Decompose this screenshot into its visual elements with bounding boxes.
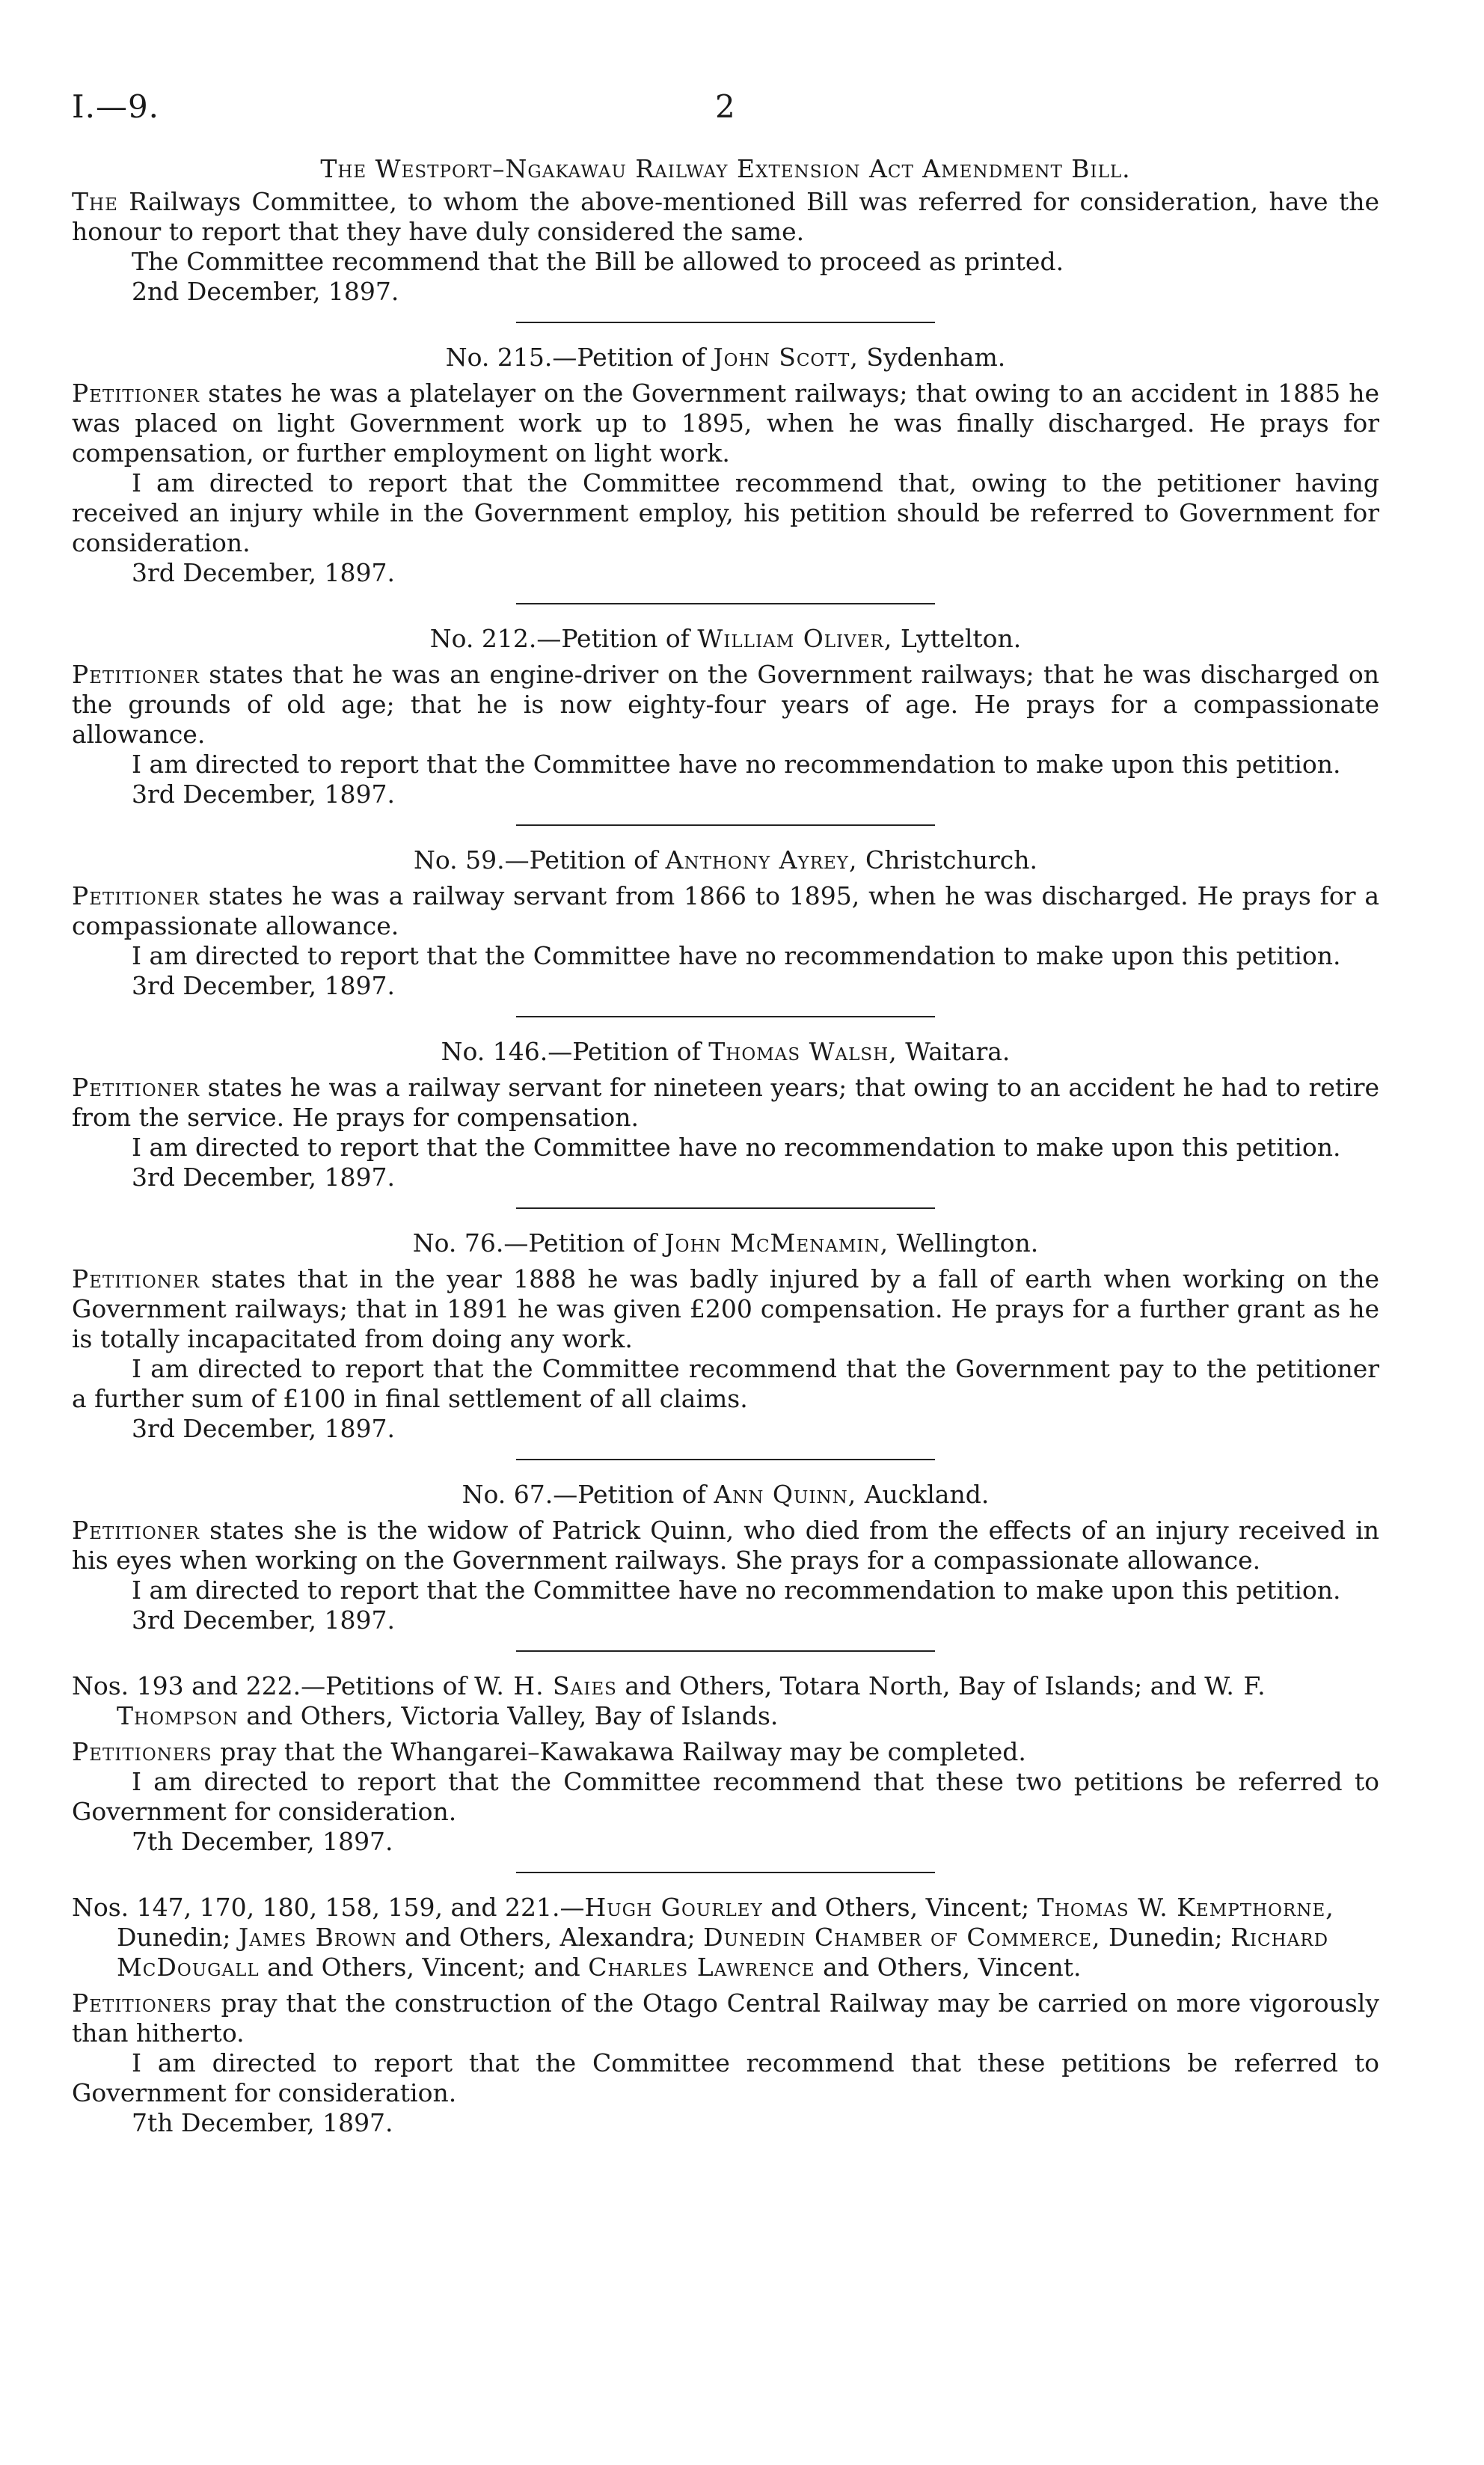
petitioner-place: Wellington. <box>896 1228 1039 1258</box>
petitioner-name: Ann Quinn, <box>714 1480 857 1509</box>
petition-block <box>72 1480 1379 1635</box>
section-divider <box>516 1650 935 1652</box>
petitioner-detail: and Others, Alexandra; <box>405 1923 696 1952</box>
petition-block <box>72 624 1379 809</box>
petitioner-name: John McMenamin, <box>664 1228 889 1258</box>
page-header <box>72 88 1412 133</box>
petition-statement-text: states that he was an engine-driver on the Government railways; that he was discharged on the grounds of old age; that he is now eighty-four years of age. He prays for a compassionate allowance. <box>72 660 1379 749</box>
petition-date: 3rd December, 1897. <box>132 780 395 809</box>
petition-report: I am directed to report that the Committee recommend that these two petitions be referred to Government for consideration. <box>72 1767 1379 1826</box>
petition-report: I am directed to report that the Committee have no recommendation to make upon this petition. <box>132 750 1341 779</box>
petition-block <box>72 845 1379 1001</box>
page-reference: I.—9. <box>72 88 160 125</box>
petitioner-detail: Dunedin; <box>1109 1923 1223 1952</box>
petitioner-detail: and Others, Vincent. <box>823 1953 1082 1982</box>
petition-number: No. 67.—Petition of <box>462 1480 706 1509</box>
petitioner-name: Charles Lawrence <box>588 1953 815 1982</box>
petitioner-detail: and Others, Vincent; and <box>267 1953 580 1982</box>
petition-heading <box>72 343 1379 373</box>
page-number: 2 <box>715 88 735 125</box>
petition-report: I am directed to report that the Committee have no recommendation to make upon this petition. <box>132 941 1341 970</box>
petition-number: No. 215.—Petition of <box>445 343 705 372</box>
petition-lead: Petitioner <box>72 660 200 689</box>
petition-lead: Petitioner <box>72 1073 200 1102</box>
petitioner-place: Lyttelton. <box>900 624 1022 653</box>
petition-numbers: Nos. 147, 170, 180, 158, 159, and 221.— <box>72 1893 585 1922</box>
petition-numbers: Nos. 193 and 222.—Petitions of <box>72 1671 467 1700</box>
petitioner-place: Auckland. <box>864 1480 990 1509</box>
petition-date: 3rd December, 1897. <box>132 971 395 1000</box>
petition-statement-text: pray that the Whangarei–Kawakawa Railway may be completed. <box>220 1737 1026 1766</box>
petition-statement <box>72 1988 1379 2048</box>
petition-statement <box>72 379 1379 468</box>
petitioner-name: W. F. Thompson <box>117 1671 1266 1730</box>
petitioner-place: Christchurch. <box>865 845 1038 875</box>
petitioner-name: W. H. Saies <box>474 1671 617 1700</box>
petition-heading <box>72 845 1379 875</box>
bill-title: The Westport–Ngakawau Railway Extension Act Amendment Bill. <box>320 154 1131 183</box>
petition-date: 3rd December, 1897. <box>132 1163 395 1192</box>
document-body <box>72 154 1379 2138</box>
petitioner-detail: and Others, Totara North, Bay of Islands; and <box>625 1671 1197 1700</box>
petition-heading <box>72 1228 1379 1258</box>
bill-date: 2nd December, 1897. <box>132 277 399 306</box>
section-divider <box>516 1459 935 1460</box>
petition-lead: Petitioner <box>72 379 200 408</box>
petition-number: No. 146.—Petition of <box>441 1037 701 1066</box>
petition-statement <box>72 881 1379 941</box>
petition-date: 7th December, 1897. <box>132 2108 393 2137</box>
petitioner-name: John Scott, <box>713 343 859 372</box>
multi-petition-heading <box>72 1893 1379 1982</box>
multi-petition-block <box>72 1671 1379 1857</box>
petition-statement-text: states she is the widow of Patrick Quinn, who died from the effects of an injury received in his eyes when working on the Government railways. She prays for a compassionate allowance. <box>72 1516 1379 1575</box>
petitioner-detail: and Others, Vincent; <box>770 1893 1030 1922</box>
petitioner-name: Hugh Gourley <box>584 1893 763 1922</box>
petitioner-detail: Dunedin; <box>117 1923 231 1952</box>
petition-lead: Petitioner <box>72 1264 200 1293</box>
bill-recommendation: The Committee recommend that the Bill be allowed to proceed as printed. <box>132 247 1064 276</box>
petition-report: I am directed to report that the Committee recommend that these petitions be referred to Government for consideration. <box>72 2048 1379 2107</box>
petitioner-place: Sydenham. <box>866 343 1006 372</box>
multi-petition-block <box>72 1893 1379 2138</box>
petition-report: I am directed to report that the Committee recommend that, owing to the petitioner having received an injury while in the Government employ, his petition should be referred to Government for consideration. <box>72 468 1379 557</box>
multi-petition-heading <box>72 1671 1379 1731</box>
petitioner-name: Thomas W. Kempthorne, <box>1037 1893 1334 1922</box>
petitioner-name: Thomas Walsh, <box>708 1037 898 1066</box>
petition-date: 3rd December, 1897. <box>132 1414 395 1443</box>
petition-statement-text: states that in the year 1888 he was badly injured by a fall of earth when working on the Government railways; that in 1891 he was given £200 compensation. He prays for a further grant as he is totally incapacitated from doing any work. <box>72 1264 1379 1353</box>
petition-statement <box>72 1737 1379 1767</box>
bill-lead: The <box>72 187 118 216</box>
section-divider <box>516 1016 935 1017</box>
petitioner-detail: and Others, Victoria Valley, Bay of Islands. <box>246 1701 779 1730</box>
petition-statement-text: states he was a platelayer on the Government railways; that owing to an accident in 1885 he was placed on light Government work up to 1895, when he was finally discharged. He prays for compensation, or further employment on light work. <box>72 379 1379 468</box>
petition-statement-text: states he was a railway servant for nineteen years; that owing to an accident he had to retire from the service. He prays for compensation. <box>72 1073 1379 1132</box>
petition-date: 7th December, 1897. <box>132 1827 393 1856</box>
petition-statement-text: pray that the construction of the Otago Central Railway may be carried on more vigorously than hitherto. <box>72 1988 1379 2048</box>
petition-heading <box>72 1037 1379 1067</box>
petitioner-name: William Oliver, <box>697 624 893 653</box>
petition-lead: Petitioners <box>72 1737 212 1766</box>
petition-number: No. 76.—Petition of <box>412 1228 657 1258</box>
petition-statement <box>72 1073 1379 1133</box>
petition-lead: Petitioner <box>72 881 200 910</box>
petitioner-name: Dunedin Chamber of Commerce, <box>703 1923 1101 1952</box>
petitioner-place: Waitara. <box>905 1037 1011 1066</box>
petition-number: No. 212.—Petition of <box>429 624 690 653</box>
petition-lead: Petitioners <box>72 1988 212 2018</box>
petition-statement <box>72 1264 1379 1354</box>
petition-date: 3rd December, 1897. <box>132 1605 395 1635</box>
petition-report: I am directed to report that the Committee have no recommendation to make upon this petition. <box>132 1576 1341 1605</box>
bill-report-text: Railways Committee, to whom the above-mentioned Bill was referred for consideration, have the honour to report that they have duly considered the same. <box>72 187 1379 246</box>
petitioner-name: Richard McDougall <box>117 1923 1329 1982</box>
section-divider <box>516 824 935 826</box>
petition-statement <box>72 1516 1379 1576</box>
petition-statement-text: states he was a railway servant from 1866 to 1895, when he was discharged. He prays for a compassionate allowance. <box>72 881 1379 940</box>
petition-heading <box>72 624 1379 654</box>
petition-report: I am directed to report that the Committee have no recommendation to make upon this petition. <box>132 1133 1341 1162</box>
petition-statement <box>72 660 1379 750</box>
section-divider <box>516 1872 935 1873</box>
bill-section <box>72 154 1379 307</box>
petition-block <box>72 343 1379 588</box>
petition-report: I am directed to report that the Committee recommend that the Government pay to the petitioner a further sum of £100 in final settlement of all claims. <box>72 1354 1379 1413</box>
section-divider <box>516 603 935 604</box>
petition-date: 3rd December, 1897. <box>132 558 395 587</box>
section-divider <box>516 1207 935 1209</box>
petition-number: No. 59.—Petition of <box>413 845 658 875</box>
petition-block <box>72 1037 1379 1192</box>
petitioner-name: Anthony Ayrey, <box>665 845 858 875</box>
petition-lead: Petitioner <box>72 1516 200 1545</box>
petition-block <box>72 1228 1379 1444</box>
bill-report <box>72 187 1379 247</box>
petition-heading <box>72 1480 1379 1510</box>
petitioner-name: James Brown <box>239 1923 397 1952</box>
section-divider <box>516 322 935 323</box>
